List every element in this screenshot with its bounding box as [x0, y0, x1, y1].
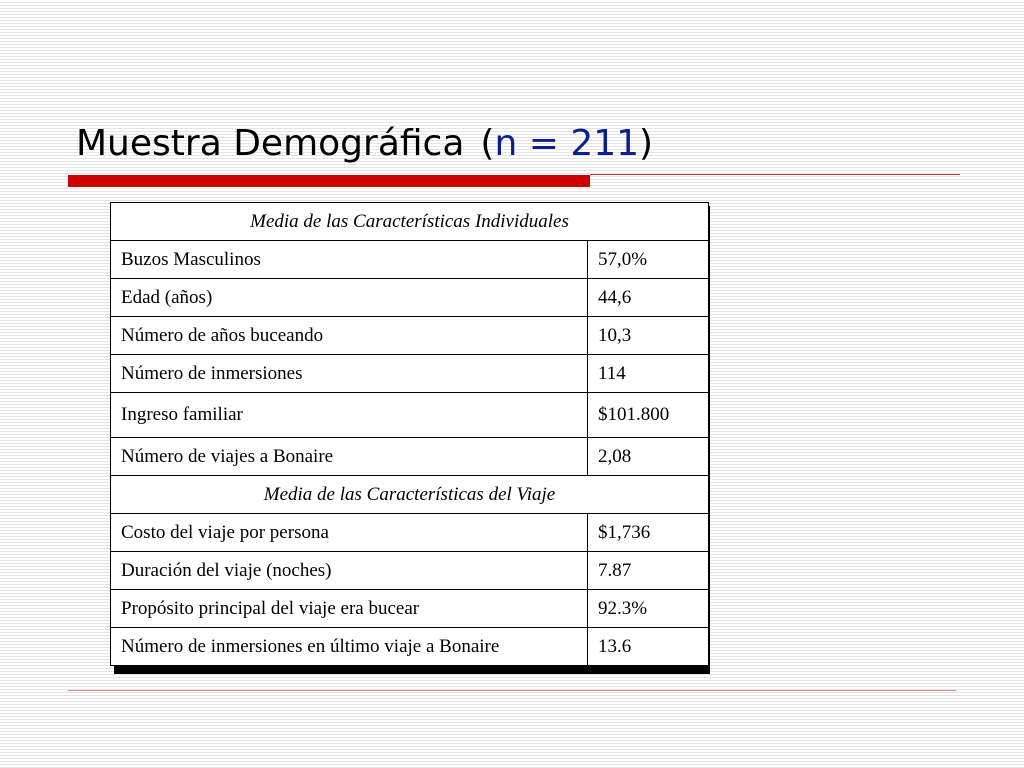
row-label: Duración del viaje (noches) — [111, 552, 588, 590]
table-row — [111, 590, 709, 628]
section-header-row — [111, 203, 709, 241]
row-label: Propósito principal del viaje era bucear — [111, 590, 588, 628]
row-label: Edad (años) — [111, 279, 588, 317]
table-row — [111, 279, 709, 317]
row-label: Número de inmersiones en último viaje a Bonaire — [111, 628, 588, 666]
row-label: Costo del viaje por persona — [111, 514, 588, 552]
row-label: Buzos Masculinos — [111, 241, 588, 279]
row-label: Número de inmersiones — [111, 355, 588, 393]
row-label: Ingreso familiar — [111, 393, 588, 438]
table-row — [111, 514, 709, 552]
table-row — [111, 241, 709, 279]
row-label: Número de años buceando — [111, 317, 588, 355]
row-value: $101.800 — [588, 393, 709, 438]
row-value: 114 — [588, 355, 709, 393]
row-label: Número de viajes a Bonaire — [111, 438, 588, 476]
footer-rule-line — [68, 690, 956, 691]
row-value: 10,3 — [588, 317, 709, 355]
title-rule-line — [590, 174, 960, 175]
row-value: $1,736 — [588, 514, 709, 552]
table-row — [111, 628, 709, 666]
row-value: 2,08 — [588, 438, 709, 476]
row-value: 7.87 — [588, 552, 709, 590]
row-value: 13.6 — [588, 628, 709, 666]
row-value: 92.3% — [588, 590, 709, 628]
title-underline-bar — [68, 175, 590, 187]
table-row — [111, 355, 709, 393]
title-main: Muestra Demográfica — [76, 123, 465, 164]
demographics-table — [110, 202, 709, 666]
table-row — [111, 552, 709, 590]
table-row — [111, 317, 709, 355]
section-heading-trip: Media de las Características del Viaje — [111, 476, 709, 514]
row-value: 44,6 — [588, 279, 709, 317]
table-row — [111, 393, 709, 438]
row-value: 57,0% — [588, 241, 709, 279]
slide-title — [76, 118, 653, 170]
table-row — [111, 438, 709, 476]
sample-size: n = 211 — [494, 123, 640, 164]
section-heading-individual: Media de las Características Individuales — [111, 203, 709, 241]
section-header-row — [111, 476, 709, 514]
title-open-paren: ( — [480, 123, 495, 164]
title-close-paren: ) — [639, 123, 654, 164]
